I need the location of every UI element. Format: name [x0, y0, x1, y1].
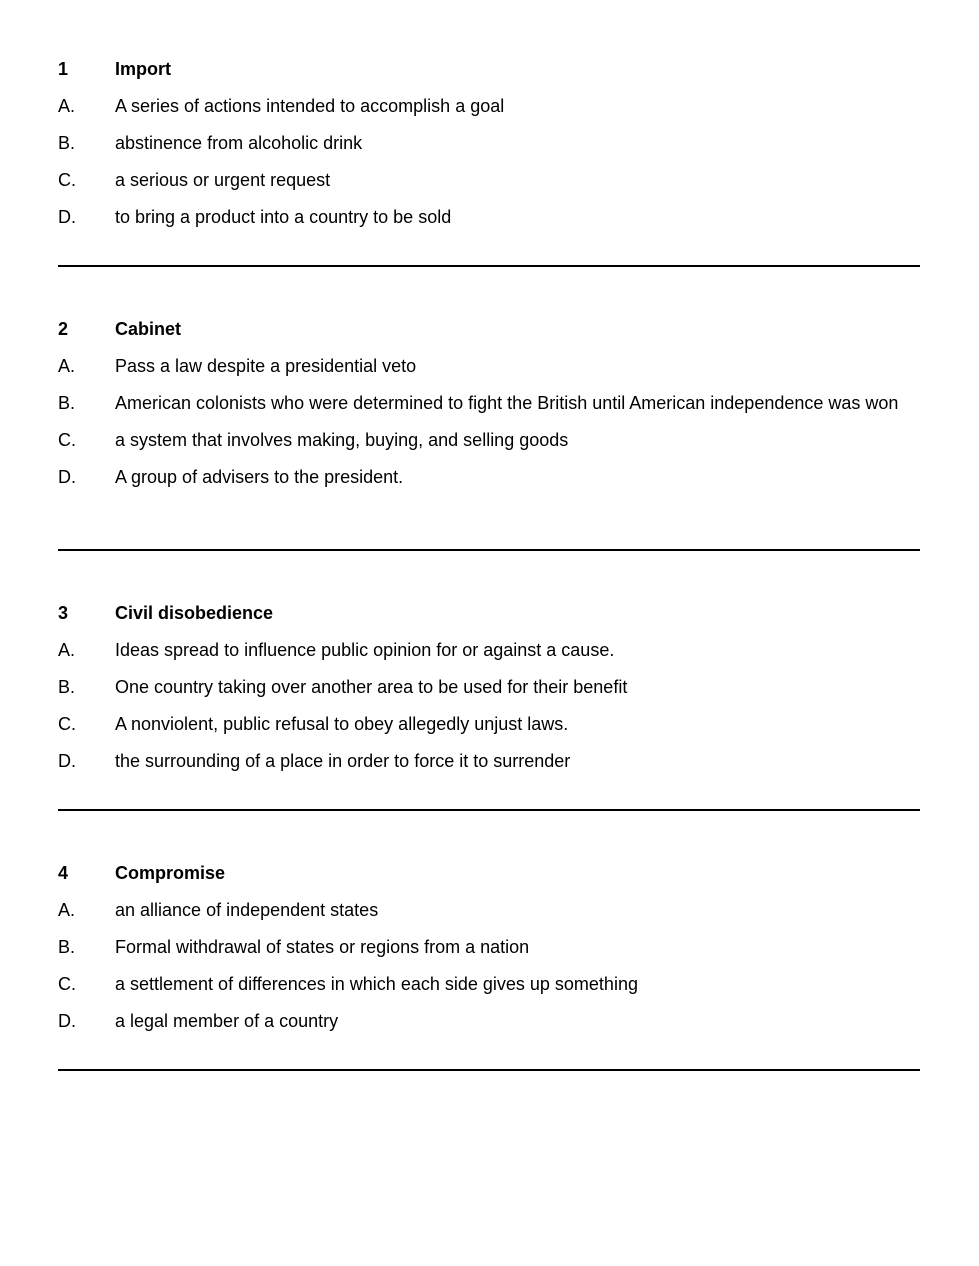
question-term-row: [58, 57, 920, 81]
option-text: a serious or urgent request: [115, 170, 331, 190]
question-term: Import: [115, 59, 171, 79]
option-b: [58, 131, 920, 155]
divider-line: [58, 1069, 920, 1071]
question-3: [58, 601, 920, 786]
option-c: [58, 168, 920, 192]
option-text: A nonviolent, public refusal to obey allegedly unjust laws.: [115, 714, 569, 734]
divider-line: [58, 265, 920, 267]
option-a: [58, 898, 920, 922]
option-letter: B.: [58, 677, 76, 697]
option-b: [58, 391, 920, 415]
question-term-row: [58, 601, 920, 625]
question-number: 2: [58, 319, 69, 339]
option-letter: B.: [58, 133, 76, 153]
question-number: 1: [58, 59, 69, 79]
option-text: Formal withdrawal of states or regions from a nation: [115, 937, 530, 957]
question-term-row: [58, 861, 920, 885]
option-letter: D.: [58, 751, 76, 771]
option-letter: A.: [58, 96, 76, 116]
option-text: abstinence from alcoholic drink: [115, 133, 363, 153]
option-a: [58, 94, 920, 118]
question-term-row: [58, 317, 920, 341]
option-letter: A.: [58, 356, 76, 376]
option-c: [58, 712, 920, 736]
option-b: [58, 935, 920, 959]
question-4: [58, 861, 920, 1046]
option-text: American colonists who were determined to fight the British until American independence was won: [115, 393, 899, 413]
option-letter: A.: [58, 640, 76, 660]
option-d: [58, 205, 920, 229]
question-number: 4: [58, 863, 69, 883]
option-c: [58, 428, 920, 452]
question-1: [58, 57, 920, 242]
option-text: an alliance of independent states: [115, 900, 379, 920]
option-letter: D.: [58, 467, 76, 487]
option-letter: C.: [58, 170, 76, 190]
option-letter: B.: [58, 937, 76, 957]
option-text: A series of actions intended to accomplish a goal: [115, 96, 505, 116]
option-letter: C.: [58, 430, 76, 450]
option-letter: C.: [58, 714, 76, 734]
option-letter: C.: [58, 974, 76, 994]
option-c: [58, 972, 920, 996]
option-d: [58, 749, 920, 773]
option-text: to bring a product into a country to be sold: [115, 207, 452, 227]
option-text: Ideas spread to influence public opinion for or against a cause.: [115, 640, 615, 660]
option-text: a system that involves making, buying, and selling goods: [115, 430, 569, 450]
option-d: [58, 1009, 920, 1033]
option-a: [58, 354, 920, 378]
option-letter: B.: [58, 393, 76, 413]
question-number: 3: [58, 603, 69, 623]
question-term: Compromise: [115, 863, 226, 883]
option-text: Pass a law despite a presidential veto: [115, 356, 417, 376]
question-term: Cabinet: [115, 319, 182, 339]
option-b: [58, 675, 920, 699]
option-text: One country taking over another area to be used for their benefit: [115, 677, 628, 697]
option-letter: D.: [58, 1011, 76, 1031]
option-text: the surrounding of a place in order to force it to surrender: [115, 751, 571, 771]
option-a: [58, 638, 920, 662]
option-letter: D.: [58, 207, 76, 227]
option-text: A group of advisers to the president.: [115, 467, 404, 487]
option-text: a legal member of a country: [115, 1011, 339, 1031]
option-text: a settlement of differences in which each side gives up something: [115, 974, 638, 994]
option-letter: A.: [58, 900, 76, 920]
question-term: Civil disobedience: [115, 603, 274, 623]
divider-line: [58, 809, 920, 811]
question-2: [58, 317, 920, 502]
divider-line: [58, 549, 920, 551]
option-d: [58, 465, 920, 489]
